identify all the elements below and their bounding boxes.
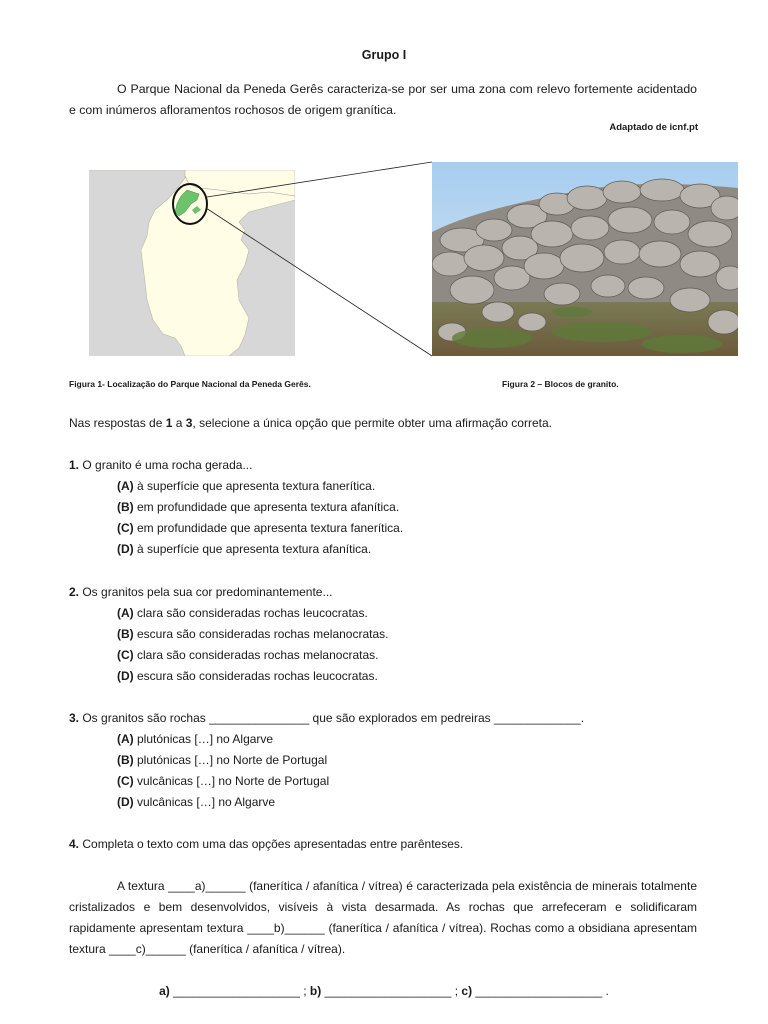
source-note: Adaptado de icnf.pt [609,122,698,133]
question-3-option-d: (D) vulcânicas […] no Algarve [117,795,276,809]
question-1-option-c: (C) em profundidade que apresenta textura fanerítica. [117,521,404,535]
question-3-stem: 3. Os granitos são rochas _______________ que são explorados em pedreiras _____________. [69,711,585,725]
answer-b-blank[interactable]: ___________________ ; [321,984,462,998]
page-title: Grupo I [361,48,407,62]
question-1-option-a: (A) à superfície que apresenta textura fanerítica. [117,479,376,493]
answer-a-blank[interactable]: ___________________ ; [169,984,310,998]
question-1-option-b: (B) em profundidade que apresenta textura afanítica. [117,500,400,514]
question-3-option-b: (B) plutónicas […] no Norte de Portugal [117,753,328,767]
figure-1-caption: Figura 1- Localização do Parque Nacional da Peneda Gerês. [69,379,311,389]
answer-b-label: b) [309,984,322,998]
answer-blanks [0,984,768,998]
figure-2-caption: Figura 2 – Blocos de granito. [502,379,619,389]
answer-c-label: c) [461,984,473,998]
question-1-option-d: (D) à superfície que apresenta textura afanítica. [117,542,372,556]
question-4-paragraph: A textura ____a)______ (fanerítica / afanítica / vítrea) é caracterizada pela existência de minerais totalmente cristalizados e bem desenvolvidos, visíveis à vista desarmada. As rochas que arrefeceram e solidificaram rapidamente apresentam textura ____b)______ (fanerítica / afanítica / vítrea). Rochas como a obsidiana apresentam textura ____c)______ (fanerítica / afanítica / vítrea). [69,879,697,956]
question-3-option-a: (A) plutónicas […] no Algarve [117,732,274,746]
question-1-stem: 1. O granito é uma rocha gerada... [69,458,253,472]
instructions: Nas respostas de 1 a 3, selecione a única opção que permite obter uma afirmação correta. [69,416,552,430]
question-3-option-c: (C) vulcânicas […] no Norte de Portugal [117,774,330,788]
answer-a-label: a) [159,984,170,998]
question-2-option-d: (D) escura são consideradas rochas leucocratas. [117,669,378,683]
granite-photo-svg [432,162,738,356]
granite-photo [432,162,738,356]
intro-paragraph: O Parque Nacional da Peneda Gerês caracteriza-se por ser uma zona com relevo fortemente acidentado e com inúmeros afloramentos rochosos de origem granítica. [69,82,697,117]
question-2-option-a: (A) clara são consideradas rochas leucocratas. [117,606,368,620]
question-2-option-c: (C) clara são consideradas rochas melanocratas. [117,648,379,662]
question-2-option-b: (B) escura são consideradas rochas melanocratas. [117,627,389,641]
answer-c-blank[interactable]: ___________________ . [472,984,609,998]
question-2-stem: 2. Os granitos pela sua cor predominantemente... [69,585,333,599]
question-4-stem: 4. Completa o texto com uma das opções apresentadas entre parênteses. [69,837,464,851]
